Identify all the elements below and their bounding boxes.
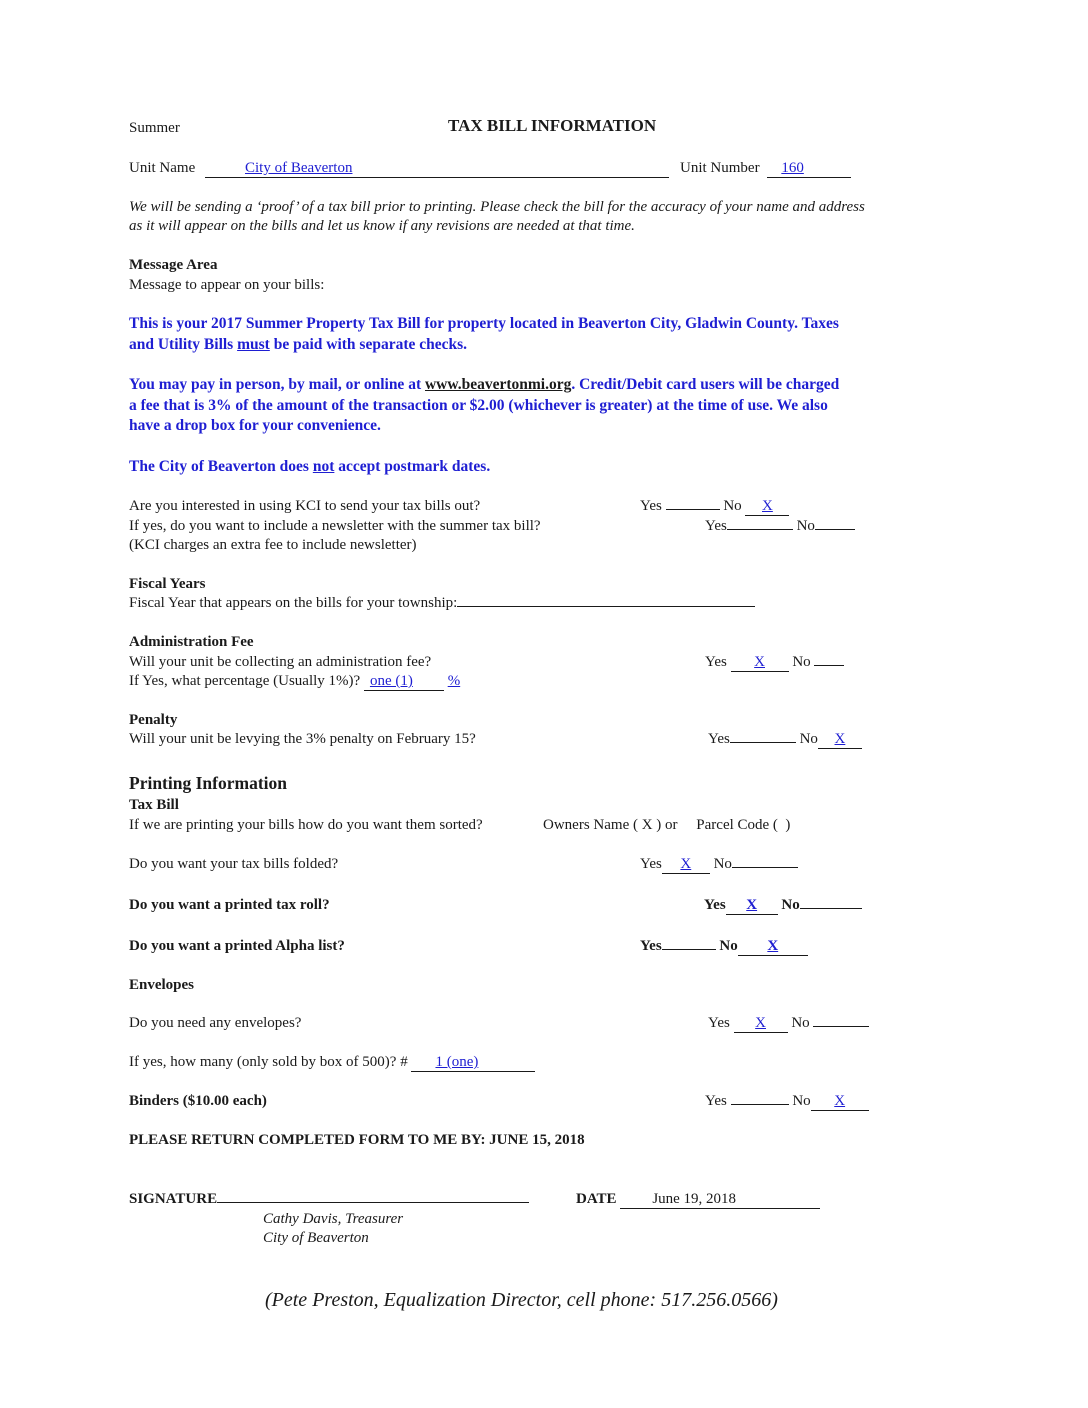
unit-name-label: Unit Name — [129, 160, 196, 176]
roll-no-field[interactable] — [800, 908, 862, 909]
penalty-yes-field[interactable] — [730, 742, 796, 743]
newsletter-no-label: No — [796, 518, 815, 534]
kci-no-mark: X — [762, 498, 773, 514]
admin-pct-question: If Yes, what percentage (Usually 1%)? — [129, 673, 361, 689]
message-p2-line1 — [129, 375, 969, 396]
envelopes-heading: Envelopes — [129, 977, 195, 993]
message-p3-text-end: accept postmark dates. — [334, 458, 491, 475]
tax-bill-subheading: Tax Bill — [129, 797, 179, 813]
message-p1-line1: This is your 2017 Summer Property Tax Bill for property located in Beaverton City, Gladwin County. Taxes — [129, 315, 839, 332]
signer-name: Cathy Davis, Treasurer — [263, 1211, 404, 1227]
roll-yes-mark: X — [746, 897, 758, 913]
admin-yes-label: Yes — [705, 654, 727, 670]
penalty-no-label: No — [799, 731, 818, 747]
unit-name-field[interactable] — [205, 159, 669, 178]
admin-pct-sign: % — [447, 673, 461, 689]
binders-question: Binders ($10.00 each) — [129, 1093, 267, 1109]
folded-no-label: No — [713, 856, 732, 872]
newsletter-yes-label: Yes — [705, 518, 727, 534]
message-p2-line2: a fee that is 3% of the amount of the transaction or $2.00 (whichever is greater) at the time of use. We also — [129, 396, 828, 414]
admin-yes-mark: X — [754, 654, 765, 670]
envelopes-yes-label: Yes — [708, 1015, 730, 1031]
binders-no-label: No — [792, 1093, 811, 1109]
newsletter-yes-field[interactable] — [727, 529, 793, 530]
intro-line-1: We will be sending a ‘proof’ of a tax bill prior to printing. Please check the bill for the accuracy of your name and address — [129, 199, 865, 215]
date-label: DATE — [576, 1191, 617, 1207]
kci-no-field[interactable] — [745, 497, 789, 516]
return-notice: PLEASE RETURN COMPLETED FORM TO ME BY: JUNE 15, 2018 — [129, 1132, 585, 1148]
unit-number-value: 160 — [781, 160, 804, 176]
envelopes-question: Do you need any envelopes? — [129, 1015, 302, 1031]
message-p2-line3: have a drop box for your convenience. — [129, 417, 381, 434]
date-row — [576, 1189, 820, 1209]
envelopes-count-value: 1 (one) — [435, 1054, 479, 1070]
binders-yes-field[interactable] — [731, 1104, 789, 1105]
newsletter-no-field[interactable] — [815, 529, 855, 530]
signature-row — [129, 1189, 529, 1209]
penalty-no-mark: X — [834, 731, 846, 747]
footer-contact: (Pete Preston, Equalization Director, cell phone: 517.256.0566) — [265, 1289, 778, 1311]
signature-label: SIGNATURE — [129, 1191, 218, 1207]
sort-options[interactable]: Owners Name ( X ) or Parcel Code ( ) — [543, 817, 791, 833]
signer-org: City of Beaverton — [263, 1230, 369, 1246]
newsletter-answer — [705, 516, 855, 536]
penalty-yes-label: Yes — [708, 731, 730, 747]
kci-no-label: No — [723, 498, 742, 514]
page-title: TAX BILL INFORMATION — [448, 116, 657, 135]
date-value: June 19, 2018 — [652, 1191, 737, 1207]
binders-no-field[interactable] — [811, 1092, 869, 1111]
admin-pct-value: one (1) — [369, 673, 413, 689]
alpha-yes-label: Yes — [640, 938, 662, 954]
envelopes-yes-mark: X — [755, 1015, 766, 1031]
admin-fee-answer — [705, 652, 844, 672]
admin-yes-field[interactable] — [731, 653, 789, 672]
folded-question: Do you want your tax bills folded? — [129, 856, 339, 872]
roll-yes-label: Yes — [704, 897, 726, 913]
message-p2-text-end: . Credit/Debit card users will be charged — [571, 376, 840, 393]
fiscal-row — [129, 593, 755, 613]
envelopes-no-field[interactable] — [813, 1026, 869, 1027]
roll-no-label: No — [781, 897, 800, 913]
unit-number-label: Unit Number — [680, 160, 760, 176]
kci-yes-field[interactable] — [666, 509, 720, 510]
envelopes-count-field[interactable] — [411, 1053, 535, 1072]
folded-answer — [640, 854, 798, 874]
intro-line-2: as it will appear on the bills and let us know if any revisions are needed at that time. — [129, 218, 635, 234]
fiscal-year-field[interactable] — [457, 606, 755, 607]
unit-name-value: City of Beaverton — [244, 160, 353, 176]
alpha-no-mark: X — [767, 938, 779, 954]
message-area-heading: Message Area — [129, 257, 218, 273]
website-link[interactable]: www.beavertonmi.org — [424, 376, 572, 393]
envelopes-answer — [708, 1013, 869, 1033]
admin-fee-heading: Administration Fee — [129, 634, 254, 650]
binders-answer — [705, 1091, 869, 1111]
message-prompt: Message to appear on your bills: — [129, 277, 325, 293]
admin-no-field[interactable] — [814, 665, 844, 666]
folded-yes-mark: X — [680, 856, 692, 872]
message-paragraph-2 — [129, 375, 969, 437]
admin-pct-field[interactable] — [364, 672, 444, 691]
tax-roll-answer — [704, 895, 862, 915]
kci-yes-label: Yes — [640, 498, 662, 514]
folded-yes-label: Yes — [640, 856, 662, 872]
message-p1-text: and Utility Bills — [129, 335, 238, 353]
unit-number-field[interactable] — [767, 159, 851, 178]
admin-pct-row — [129, 671, 460, 691]
alpha-no-field[interactable] — [738, 937, 808, 956]
envelopes-count-row — [129, 1052, 535, 1072]
alpha-no-label: No — [719, 938, 738, 954]
folded-no-field[interactable] — [732, 867, 798, 868]
penalty-no-field[interactable] — [818, 730, 862, 749]
folded-yes-field[interactable] — [662, 855, 710, 874]
message-p1-text-end: be paid with separate checks. — [269, 335, 468, 353]
kci-answer — [640, 496, 789, 516]
message-p2-text: You may pay in person, by mail, or online at — [129, 376, 425, 393]
envelopes-yes-field[interactable] — [734, 1014, 788, 1033]
kci-note: (KCI charges an extra fee to include newsletter) — [129, 537, 417, 553]
admin-fee-question: Will your unit be collecting an administration fee? — [129, 654, 432, 670]
unit-number-row — [680, 158, 851, 178]
envelopes-no-label: No — [791, 1015, 810, 1031]
binders-yes-label: Yes — [705, 1093, 727, 1109]
fiscal-heading: Fiscal Years — [129, 576, 206, 592]
envelopes-count-question: If yes, how many (only sold by box of 500)? # — [129, 1054, 408, 1070]
penalty-question: Will your unit be levying the 3% penalty on February 15? — [129, 731, 476, 747]
printing-heading: Printing Information — [129, 773, 287, 793]
admin-no-label: No — [792, 654, 811, 670]
date-field[interactable] — [620, 1190, 820, 1209]
kci-question: Are you interested in using KCI to send your tax bills out? — [129, 498, 481, 514]
penalty-answer — [708, 729, 862, 749]
message-p1-emphasis: must — [237, 335, 270, 353]
sort-question: If we are printing your bills how do you want them sorted? — [129, 817, 483, 833]
binders-no-mark: X — [834, 1093, 846, 1109]
message-p3-text: The City of Beaverton does — [129, 458, 313, 475]
message-p1-line2 — [129, 335, 969, 356]
unit-name-row — [129, 158, 669, 178]
message-paragraph-1 — [129, 314, 969, 355]
alpha-list-answer — [640, 936, 808, 956]
signature-field[interactable] — [217, 1202, 529, 1203]
season-label: Summer — [129, 120, 180, 136]
alpha-list-question: Do you want a printed Alpha list? — [129, 938, 345, 954]
alpha-yes-field[interactable] — [662, 949, 716, 950]
penalty-heading: Penalty — [129, 712, 178, 728]
message-p3-emphasis: not — [312, 458, 335, 475]
roll-yes-field[interactable] — [726, 896, 778, 915]
tax-roll-question: Do you want a printed tax roll? — [129, 897, 330, 913]
fiscal-question: Fiscal Year that appears on the bills for your township: — [129, 595, 458, 611]
message-paragraph-3 — [129, 457, 969, 478]
newsletter-question: If yes, do you want to include a newsletter with the summer tax bill? — [129, 518, 541, 534]
